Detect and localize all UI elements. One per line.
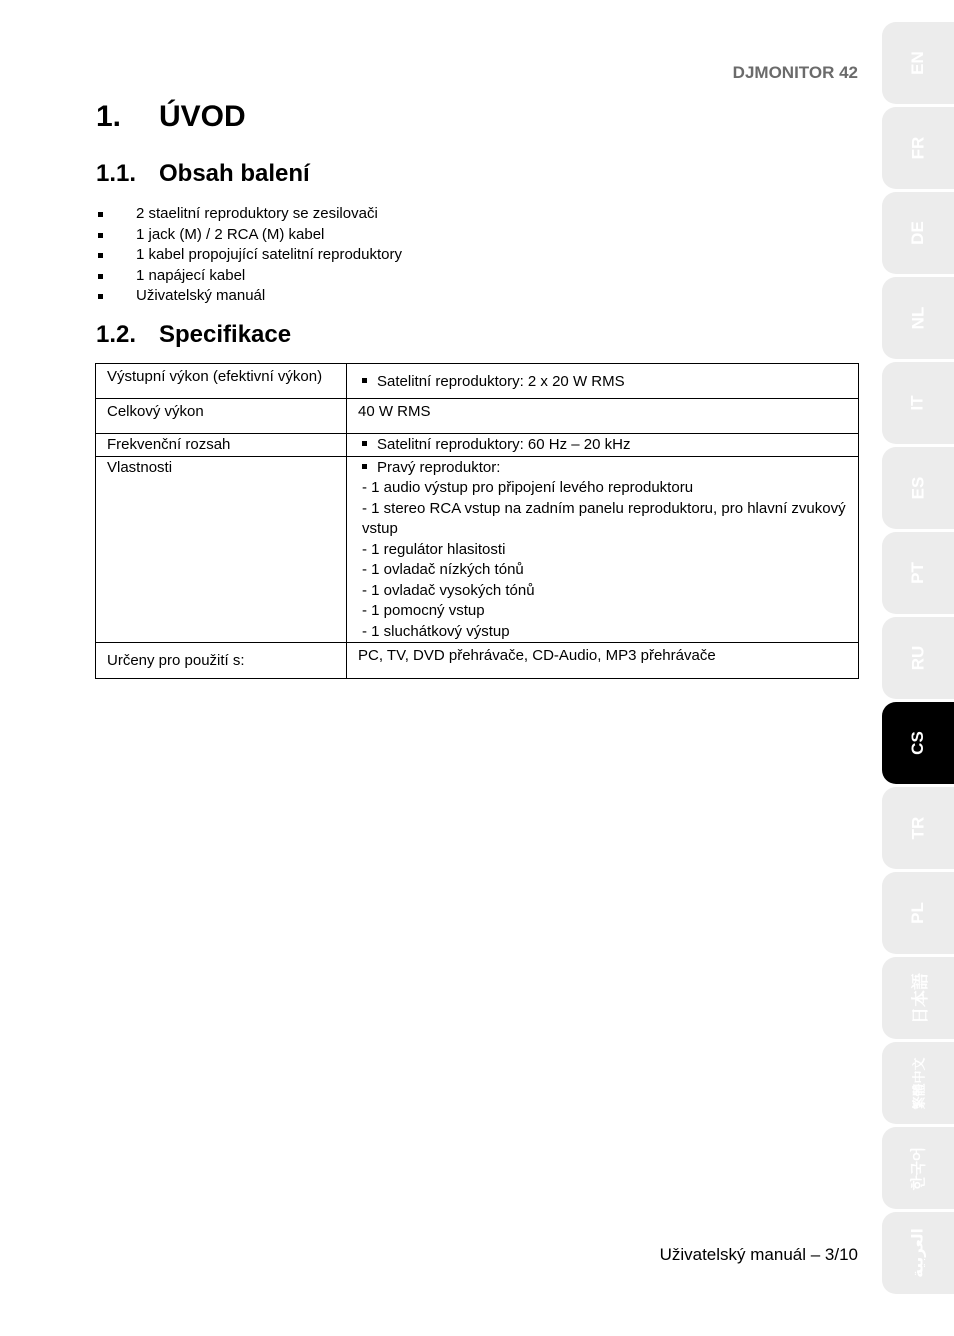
subsection-heading-specs xyxy=(96,321,291,349)
subsection-heading-package xyxy=(96,160,310,188)
subsection-title: Specifikace xyxy=(159,321,292,348)
product-name: DJMONITOR 42 xyxy=(732,63,858,82)
tab-nl[interactable]: NL xyxy=(882,277,954,359)
subsection-title: Obsah balení xyxy=(159,160,310,187)
feature-line: - 1 regulátor hlasitosti xyxy=(362,540,506,558)
bullet-icon xyxy=(362,464,367,469)
bullet-icon xyxy=(362,378,367,383)
list-item: 1 jack (M) / 2 RCA (M) kabel xyxy=(96,225,402,246)
spec-value: Satelitní reproduktory: 2 x 20 W RMS xyxy=(347,364,859,399)
tab-tr[interactable]: TR xyxy=(882,787,954,869)
tab-it[interactable]: IT xyxy=(882,362,954,444)
table-row xyxy=(96,643,859,679)
tab-de[interactable]: DE xyxy=(882,192,954,274)
table-row xyxy=(96,399,859,434)
list-item: 1 kabel propojující satelitní reproduktory xyxy=(96,245,402,266)
feature-line: - 1 audio výstup pro připojení levého reproduktoru xyxy=(362,479,694,496)
spec-label: Vlastnosti xyxy=(96,456,347,643)
tab-fr[interactable]: FR xyxy=(882,107,954,189)
specification-table xyxy=(95,363,859,679)
bullet-icon xyxy=(362,441,367,446)
tab-en[interactable]: EN xyxy=(882,22,954,104)
tab-ja[interactable]: 日本語 xyxy=(882,957,954,1039)
tab-cs[interactable]: CS xyxy=(882,702,954,784)
tab-ko[interactable]: 한국어 xyxy=(882,1127,954,1209)
subsection-number: 1.1. xyxy=(96,160,137,187)
spec-label: Frekvenční rozsah xyxy=(96,434,347,457)
spec-value: PC, TV, DVD přehrávače, CD-Audio, MP3 přehrávače xyxy=(347,643,859,679)
tab-ru[interactable]: RU xyxy=(882,617,954,699)
page-footer: Uživatelský manuál – 3/10 xyxy=(659,1245,858,1264)
feature-line: - 1 ovladač vysokých tónů xyxy=(362,581,535,599)
tab-zh[interactable]: 繁體中文 xyxy=(882,1042,954,1124)
feature-line: - 1 ovladač nízkých tónů xyxy=(362,561,524,578)
section-number: 1. xyxy=(96,100,122,133)
spec-label: Celkový výkon xyxy=(96,399,347,434)
list-item: 1 napájecí kabel xyxy=(96,266,402,287)
feature-line: - 1 stereo RCA vstup na zadním panelu reproduktoru, pro hlavní zvukový vstup xyxy=(362,499,846,537)
section-heading-intro xyxy=(96,100,246,134)
subsection-number: 1.2. xyxy=(96,321,137,348)
tab-es[interactable]: ES xyxy=(882,447,954,529)
section-title: ÚVOD xyxy=(159,100,246,133)
spec-label: Výstupní výkon (efektivní výkon) xyxy=(96,364,347,399)
list-item: 2 staelitní reproduktory se zesilovači xyxy=(96,204,402,225)
tab-pl[interactable]: PL xyxy=(882,872,954,954)
spec-value: 40 W RMS xyxy=(347,399,859,434)
spec-value: Satelitní reproduktory: 60 Hz – 20 kHz xyxy=(347,434,859,457)
spec-value: Pravý reproduktor: - 1 audio výstup pro připojení levého reproduktoru - 1 stereo RCA vstup na zadním panelu reproduktoru, pro hlavní zvukový vstup - 1 regulátor hlasitosti - 1 ovladač nízkých tónů - 1 ovladač vysokých tónů - 1 pomocný vstup - 1 sluchátkový výstup xyxy=(347,456,859,643)
spec-label: Určeny pro použití s: xyxy=(96,643,347,679)
package-contents-list xyxy=(96,204,402,307)
tab-pt[interactable]: PT xyxy=(882,532,954,614)
tab-ar[interactable]: العربية xyxy=(882,1212,954,1294)
list-item: Uživatelský manuál xyxy=(96,286,402,307)
feature-line: - 1 pomocný vstup xyxy=(362,602,485,619)
table-row xyxy=(96,364,859,399)
table-row xyxy=(96,456,859,643)
feature-line: - 1 sluchátkový výstup xyxy=(362,622,510,640)
table-row xyxy=(96,434,859,457)
